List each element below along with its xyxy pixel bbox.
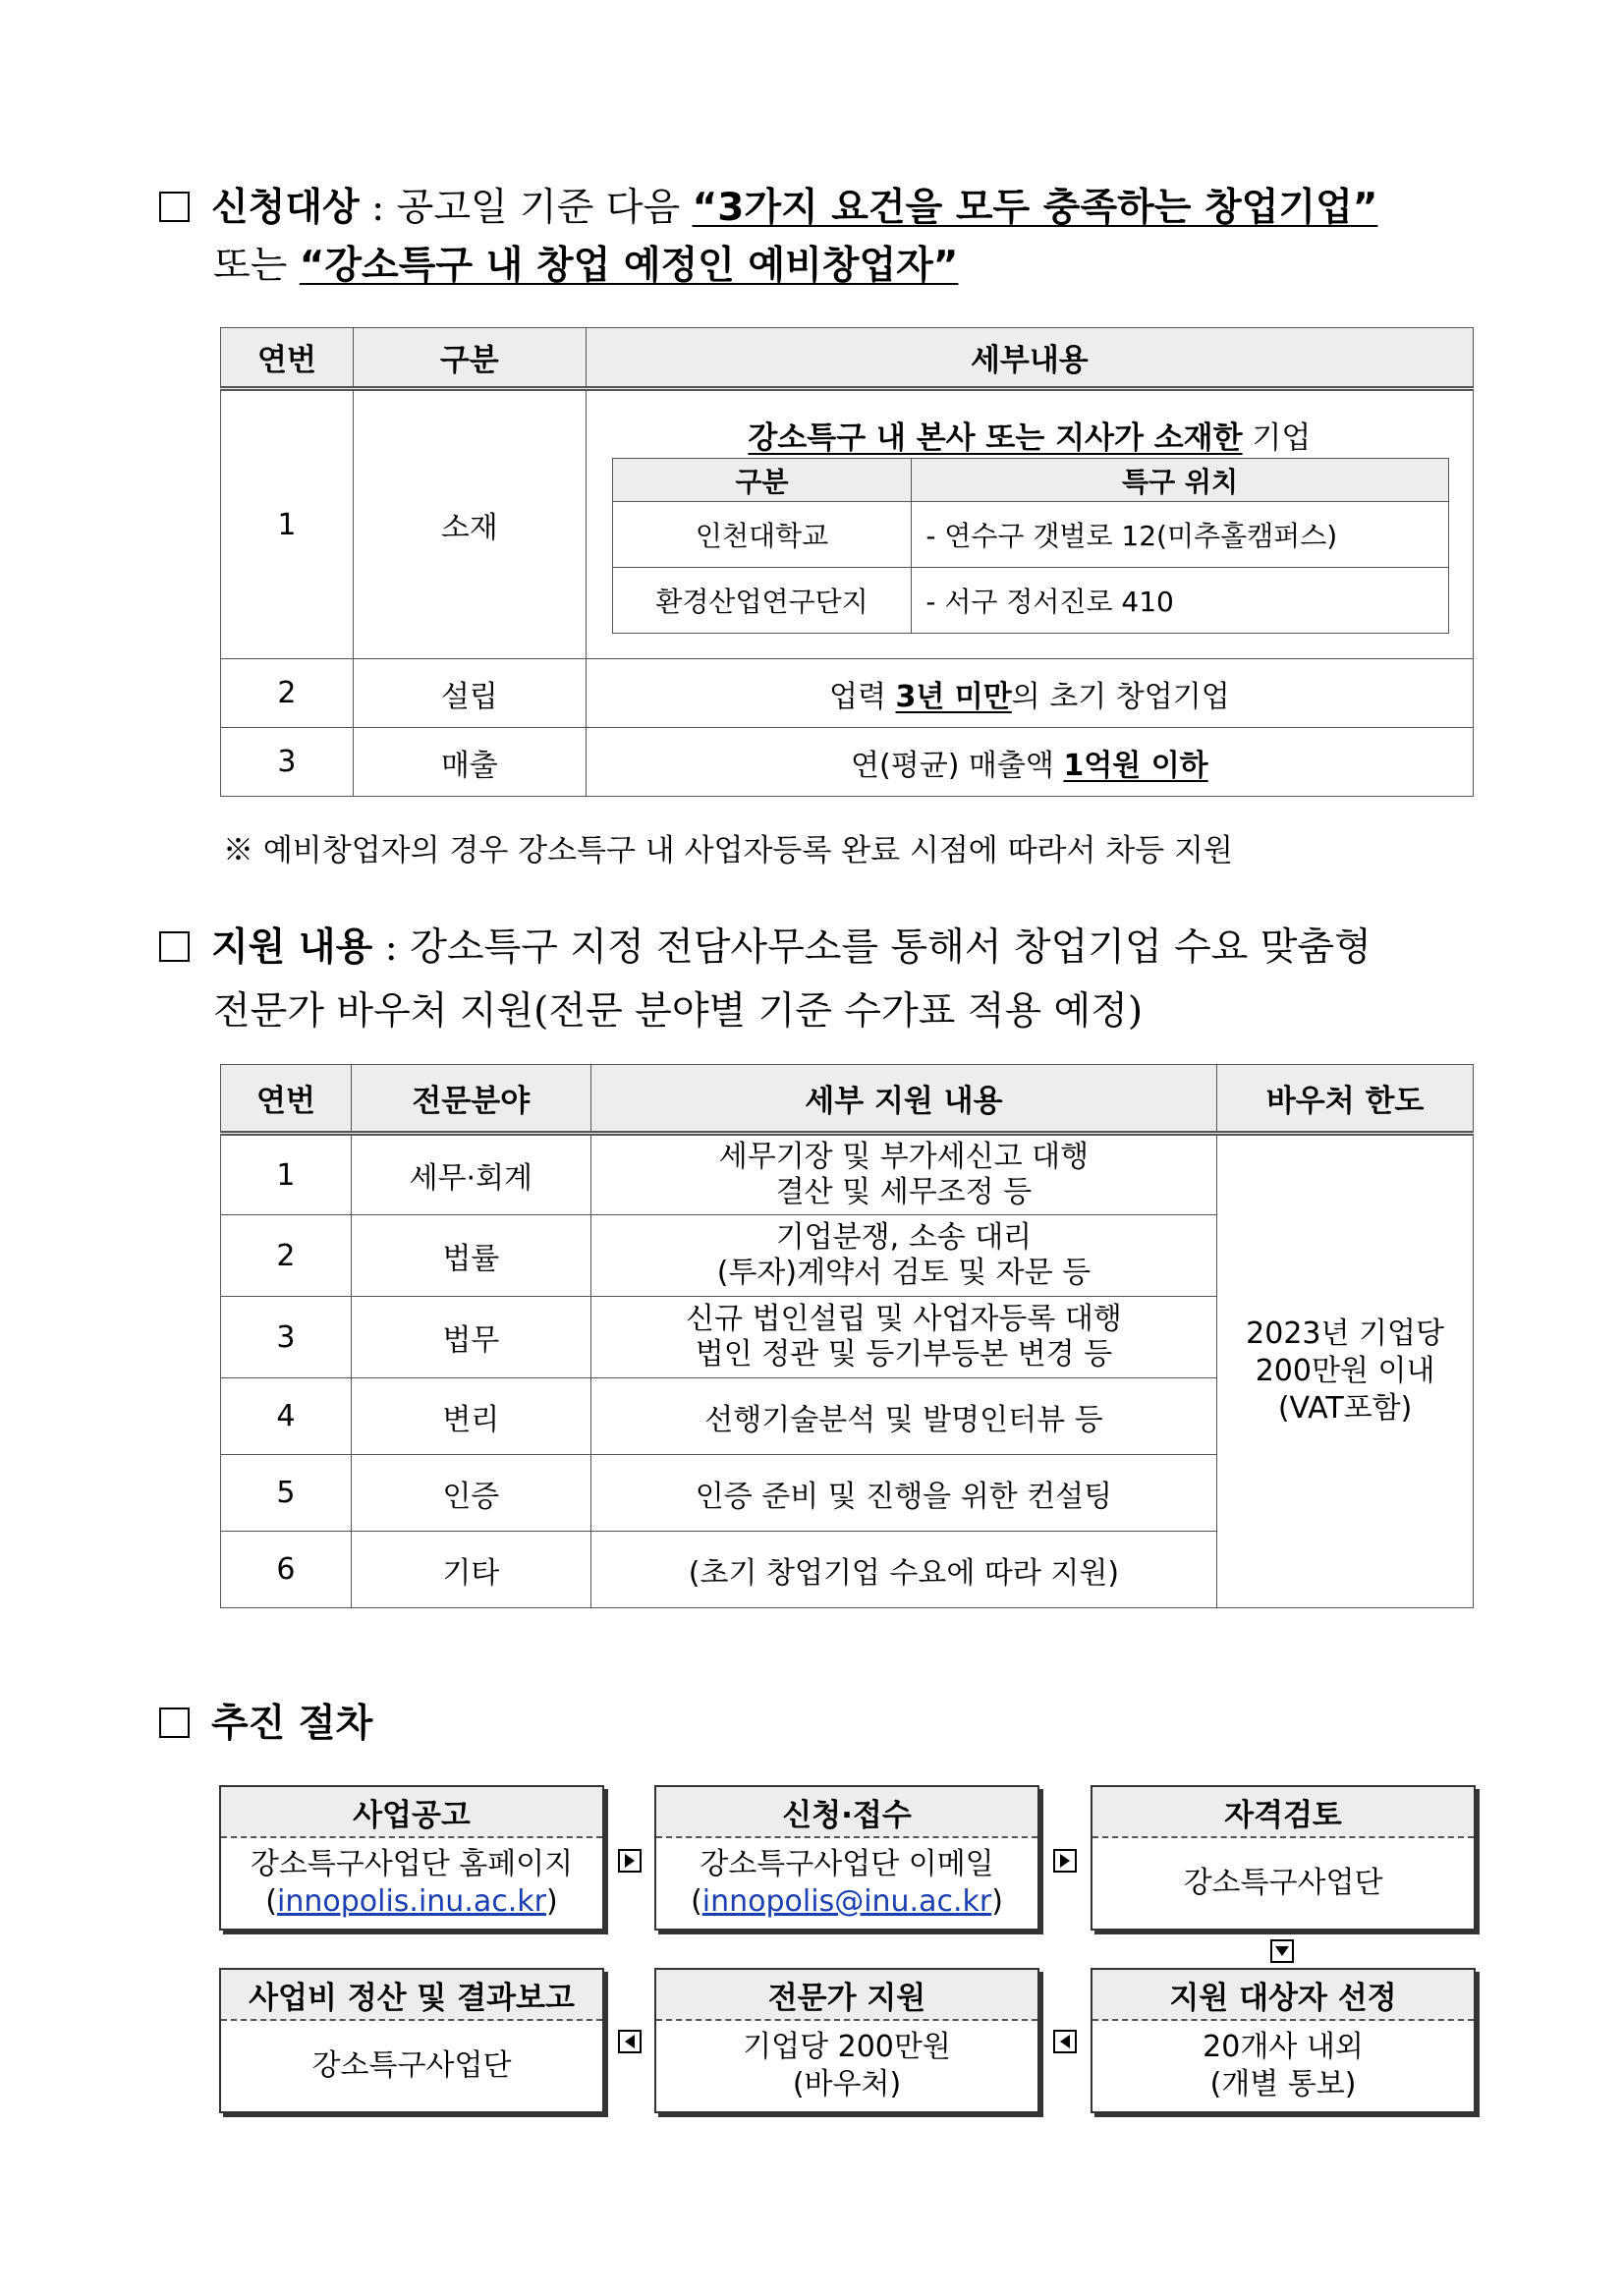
location-header-place: 특구 위치: [912, 459, 1448, 502]
table1-row2-no: 2: [221, 659, 354, 728]
section1-line1: 신청대상 : 공고일 기준 다음 “3가지 요건을 모두 충족하는 창업기업”: [159, 189, 1377, 227]
table-row-no: 1: [221, 1134, 352, 1215]
table-row-field: 법률: [351, 1215, 590, 1297]
section1-title: 신청대상: [211, 186, 360, 230]
arrow-right-icon: [1053, 1849, 1077, 1873]
table-row-no: 3: [221, 1297, 352, 1378]
table-row-field: 세무·회계: [351, 1134, 590, 1215]
note-text: ※ 예비창업자의 경우 강소특구 내 사업자등록 완료 시점에 따라서 차등 지원: [223, 833, 1233, 868]
table1-row1-category: 소재: [353, 389, 586, 659]
table1-row3-detail: 연(평균) 매출액 1억원 이하: [586, 728, 1473, 797]
section2-line2: 전문가 바우처 지원(전문 분야별 기준 수가표 적용 예정): [213, 989, 1144, 1034]
arrow-left-icon: [618, 2030, 642, 2053]
section2-line1: 지원 내용 : 강소특구 지정 전담사무소를 통해서 창업기업 수요 맞춤형: [159, 928, 1372, 967]
arrow-down-icon: [1270, 1939, 1294, 1963]
section2-text: 강소특구 지정 전담사무소를 통해서 창업기업 수요 맞춤형: [410, 925, 1372, 970]
section3-line: [159, 1702, 373, 1746]
location-address: - 연수구 갯벌로 12(미추홀캠퍼스): [912, 502, 1448, 568]
section1-highlight2: “강소특구 내 창업 예정인 예비창업자”: [299, 244, 959, 288]
table-row-field: 기타: [351, 1532, 590, 1608]
table-row-detail: 신규 법인설립 및 사업자등록 대행 법인 정관 및 등기부등본 변경 등: [590, 1297, 1216, 1378]
location-name: 인천대학교: [612, 502, 912, 568]
table2-header-detail: 세부 지원 내용: [590, 1065, 1216, 1134]
table2-header-no: 연번: [221, 1065, 352, 1134]
checkbox-icon: [159, 931, 190, 962]
location-header-name: 구분: [612, 459, 912, 502]
table-row-detail: 기업분쟁, 소송 대리 (투자)계약서 검토 및 자문 등: [590, 1215, 1216, 1297]
location-address: - 서구 정서진로 410: [912, 568, 1448, 634]
arrow-right-icon: [618, 1849, 642, 1873]
table1-row1-bold: 강소특구 내 본사 또는 지사가 소재한: [748, 420, 1243, 456]
flow-step-expert-support: 전문가 지원 기업당 200만원 (바우처): [654, 1968, 1039, 2113]
eligibility-table: [220, 327, 1474, 797]
email-link[interactable]: innopolis@inu.ac.kr: [701, 1884, 992, 1919]
table-row-no: 5: [221, 1455, 352, 1532]
section1-line2: 또는 “강소특구 내 창업 예정인 예비창업자”: [213, 244, 959, 288]
table1-row1-detail: 강소특구 내 본사 또는 지사가 소재한 기업 구분 특구 위치 인천대학교 - 연수구 갯벌로 12(미추홀캠퍼스) 환경산업연구단지 - 서구 정서진로 410: [586, 389, 1473, 659]
table1-row3-no: 3: [221, 728, 354, 797]
table1-row3-category: 매출: [353, 728, 586, 797]
table-row-field: 법무: [351, 1297, 590, 1378]
support-table: [220, 1064, 1474, 1608]
flow-step-settlement: 사업비 정산 및 결과보고 강소특구사업단: [219, 1968, 604, 2113]
table-row-no: 4: [221, 1378, 352, 1455]
section1-text: 공고일 기준 다음: [396, 186, 693, 230]
table1-header-no: 연번: [221, 328, 354, 389]
voucher-limit: 2023년 기업당 200만원 이내 (VAT포함): [1217, 1134, 1474, 1608]
table-row-field: 인증: [351, 1455, 590, 1532]
table-row-detail: 인증 준비 및 진행을 위한 컨설팅: [590, 1455, 1216, 1532]
table1-row1-no: 1: [221, 389, 354, 659]
table-row-detail: (초기 창업기업 수요에 따라 지원): [590, 1532, 1216, 1608]
table1-header-category: 구분: [353, 328, 586, 389]
table2-header-field: 전문분야: [351, 1065, 590, 1134]
table1-row2-category: 설립: [353, 659, 586, 728]
table-row-detail: 세무기장 및 부가세신고 대행 결산 및 세무조정 등: [590, 1134, 1216, 1215]
section2-title: 지원 내용: [211, 925, 373, 970]
table1-row2-detail: 업력 3년 미만의 초기 창업기업: [586, 659, 1473, 728]
checkbox-icon: [159, 1708, 190, 1738]
flow-step-review: 자격검토 강소특구사업단: [1091, 1785, 1476, 1931]
flow-step-announcement: 사업공고 강소특구사업단 홈페이지 (innopolis.inu.ac.kr): [219, 1785, 604, 1931]
flow-step-application: 신청·접수 강소특구사업단 이메일 (innopolis@inu.ac.kr): [654, 1785, 1039, 1931]
arrow-left-icon: [1053, 2030, 1077, 2053]
flow-step-selection: 지원 대상자 선정 20개사 내외 (개별 통보): [1091, 1968, 1476, 2113]
table2-header-limit: 바우처 한도: [1217, 1065, 1474, 1134]
checkbox-icon: [159, 192, 190, 222]
section3-title: 추진 절차: [211, 1702, 373, 1746]
location-table: [612, 458, 1449, 634]
table-row-field: 변리: [351, 1378, 590, 1455]
table-row-no: 2: [221, 1215, 352, 1297]
section1-highlight1: “3가지 요건을 모두 충족하는 창업기업”: [692, 186, 1378, 230]
table-row-no: 6: [221, 1532, 352, 1608]
table1-header-detail: 세부내용: [586, 328, 1473, 389]
table-row-detail: 선행기술분석 및 발명인터뷰 등: [590, 1378, 1216, 1455]
homepage-link[interactable]: innopolis.inu.ac.kr: [277, 1884, 546, 1919]
location-name: 환경산업연구단지: [612, 568, 912, 634]
